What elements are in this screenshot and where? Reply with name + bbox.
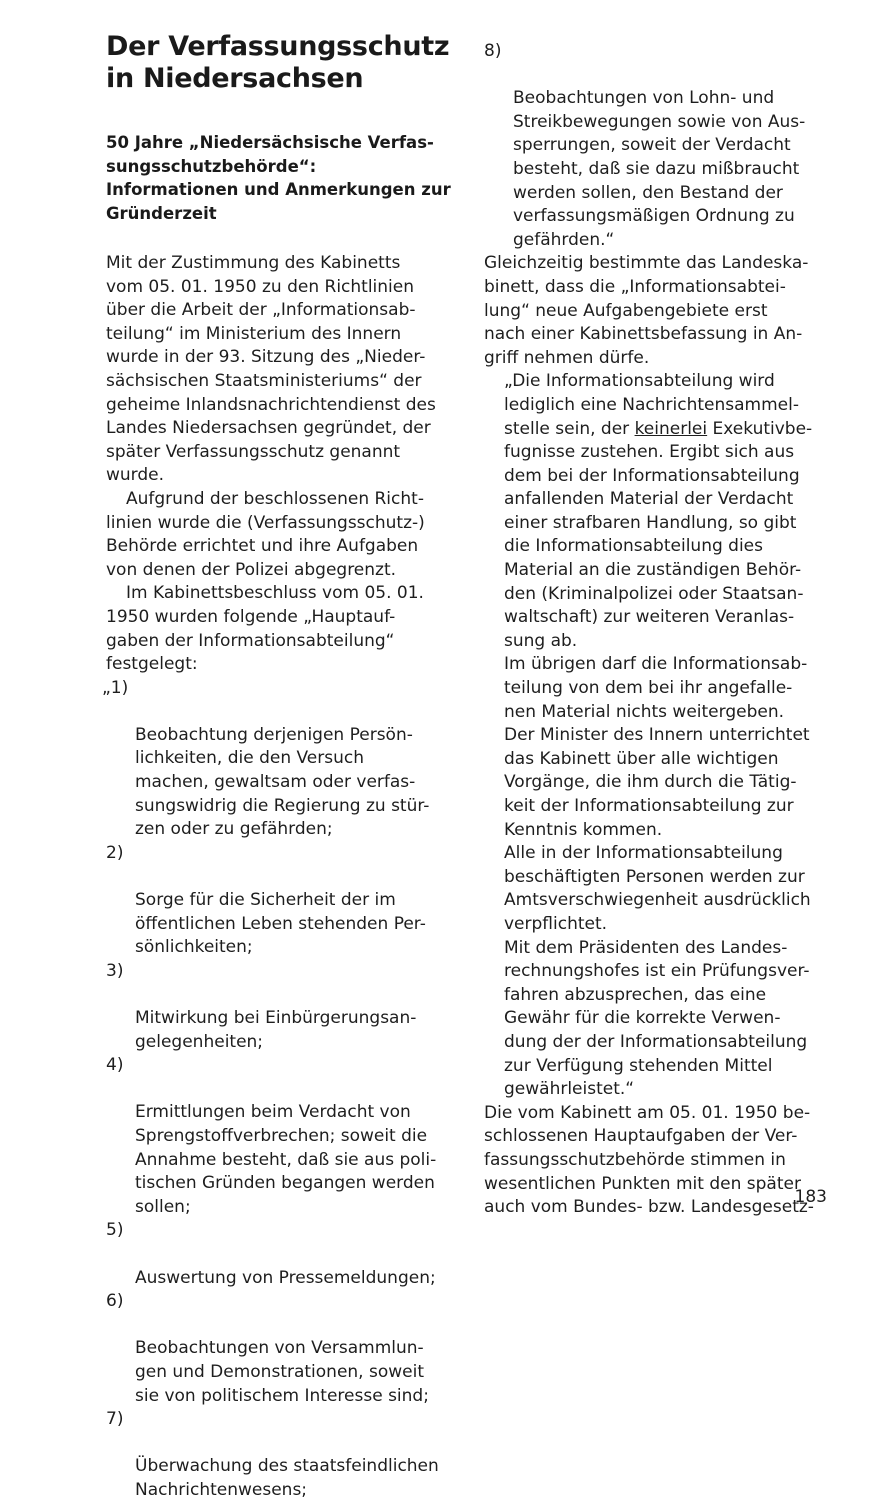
list-item-number: 8) bbox=[484, 41, 502, 61]
article-subtitle: 50 Jahre „Niedersächsische Verfas- sungsschutzbehörde“: Informationen und Anmerkungen zur Gründerzeit bbox=[106, 133, 451, 223]
list-item bbox=[106, 1408, 451, 1502]
list-item-text: Überwachung des staatsfeindlichen Nachrichtenwesens; bbox=[135, 1456, 439, 1500]
list-item-number: 2) bbox=[106, 842, 124, 863]
list-item-text: Beobachtung derjenigen Persön- lichkeiten, die den Versuch machen, gewaltsam oder verfas- sungswidrig die Regierung zu stür- zen oder zu gefährden; bbox=[135, 724, 430, 840]
task-list bbox=[102, 677, 451, 1502]
paragraph-guidelines: Aufgrund der beschlossenen Richt- linien wurde die (Verfassungsschutz-) Behörde errichtet und ihre Aufgaben von denen der Polizei abgegrenzt. bbox=[106, 488, 425, 580]
list-item bbox=[106, 960, 451, 1054]
list-item-number: 4) bbox=[106, 1055, 124, 1076]
closing-paragraph: Die vom Kabinett am 05. 01. 1950 be- schlossenen Hauptaufgaben der Ver- fassungsschutzbehörde stimmen in wesentlichen Punkten mit den später auch vom Bundes- bzw. Landesgesetz- bbox=[484, 1102, 814, 1218]
list-item-text: Beobachtungen von Lohn- und Streikbewegungen sowie von Aus- sperrungen, soweit der Verdacht besteht, daß sie dazu mißbraucht werden sollen, den Bestand der verfassungsmäßigen Ordnung zu gefährden.“ bbox=[513, 88, 806, 250]
paragraph-cabinet-decision: Im Kabinettsbeschluss vom 05. 01. 1950 wurden folgende „Hauptauf- gaben der Informationsabteilung“ festgelegt: bbox=[106, 583, 424, 675]
list-item-number: 5) bbox=[106, 1220, 124, 1241]
intro-paragraph: Mit der Zustimmung des Kabinetts vom 05. 01. 1950 zu den Richtlinien über die Arbeit der „Informationsab- teilung“ im Ministerium des Innern wurde in der 93. Sitzung des „Nieder- sächsischen Staatsministeriums“ der geheime Inlandsnachrichtendienst des Landes Niedersachsen gegründet, der später Verfassungsschutz genannt wurde. bbox=[106, 253, 436, 486]
list-item bbox=[106, 1219, 451, 1290]
list-item-text: Auswertung von Pressemeldungen; bbox=[135, 1267, 436, 1288]
list-item bbox=[484, 40, 829, 252]
task-list-continued bbox=[484, 40, 829, 252]
quote-paragraph-4: Alle in der Informationsabteilung beschäftigten Personen werden zur Amtsverschwiegenheit ausdrücklich verpflichtet. bbox=[504, 843, 811, 934]
quote-underlined-word: keinerlei bbox=[634, 418, 708, 439]
list-item-text: Beobachtungen von Versammlun- gen und Demonstrationen, soweit sie von politischem Interesse sind; bbox=[135, 1338, 429, 1406]
article-title: Der Verfassungsschutz in Niedersachsen bbox=[106, 31, 450, 94]
quote-text: Exekutivbe- fugnisse zustehen. Ergibt sich aus dem bei der Informationsabteilung anfallenden Material der Verdacht einer strafbaren Handlung, so gibt die Informationsabteilung dies Material an die zuständigen Behör- den (Kriminalpolizei oder Staatsan- waltschaft) zur weiteren Veranlas- sung ab. bbox=[504, 418, 813, 651]
list-item-number: 6) bbox=[106, 1291, 124, 1312]
page-number: 183 bbox=[794, 1187, 827, 1207]
left-column bbox=[102, 0, 451, 1502]
list-item-text: Mitwirkung bei Einbürgerungsan- gelegenheiten; bbox=[135, 1008, 417, 1052]
list-item bbox=[106, 1054, 451, 1219]
quote-paragraph-5: Mit dem Präsidenten des Landes- rechnungshofes ist ein Prüfungsver- fahren abzusprechen, das eine Gewähr für die korrekte Verwen- dung der der Informationsabteilung zur Verfügung stehenden Mittel gewährleistet.“ bbox=[504, 937, 810, 1100]
list-item bbox=[106, 1290, 451, 1408]
list-item-text: Ermittlungen beim Verdacht von Sprengstoffverbrechen; soweit die Annahme besteht, daß sie aus poli- tischen Gründen begangen werden sollen; bbox=[135, 1102, 437, 1217]
list-item-text: Sorge für die Sicherheit der im öffentlichen Leben stehenden Per- sönlichkeiten; bbox=[135, 890, 426, 958]
list-item-number: „1) bbox=[102, 677, 129, 698]
list-item bbox=[106, 842, 451, 960]
quote-paragraph-3: Der Minister des Innern unterrichtet das Kabinett über alle wichtigen Vorgänge, die ihm durch die Tätig- keit der Informationsabteilung zur Kenntnis kommen. bbox=[504, 725, 810, 840]
quote-paragraph-2: Im übrigen darf die Informationsab- teilung von dem bei ihr angefalle- nen Material nichts weitergeben. bbox=[504, 654, 808, 722]
list-item-number: 3) bbox=[106, 960, 124, 981]
quote-text: „Die Informationsabteilung wird lediglich eine Nachrichtensammel- stelle sein, der bbox=[504, 371, 799, 439]
quote-paragraph-1 bbox=[484, 370, 829, 653]
right-column bbox=[484, 0, 829, 1220]
list-item-number: 7) bbox=[106, 1409, 124, 1430]
list-item bbox=[102, 677, 451, 842]
paragraph-cabinet-determination: Gleichzeitig bestimmte das Landeska- binett, dass die „Informationsabtei- lung“ neue Aufgabengebiete erst nach einer Kabinettsbefassung in An- griff nehmen dürfe. bbox=[484, 253, 809, 368]
